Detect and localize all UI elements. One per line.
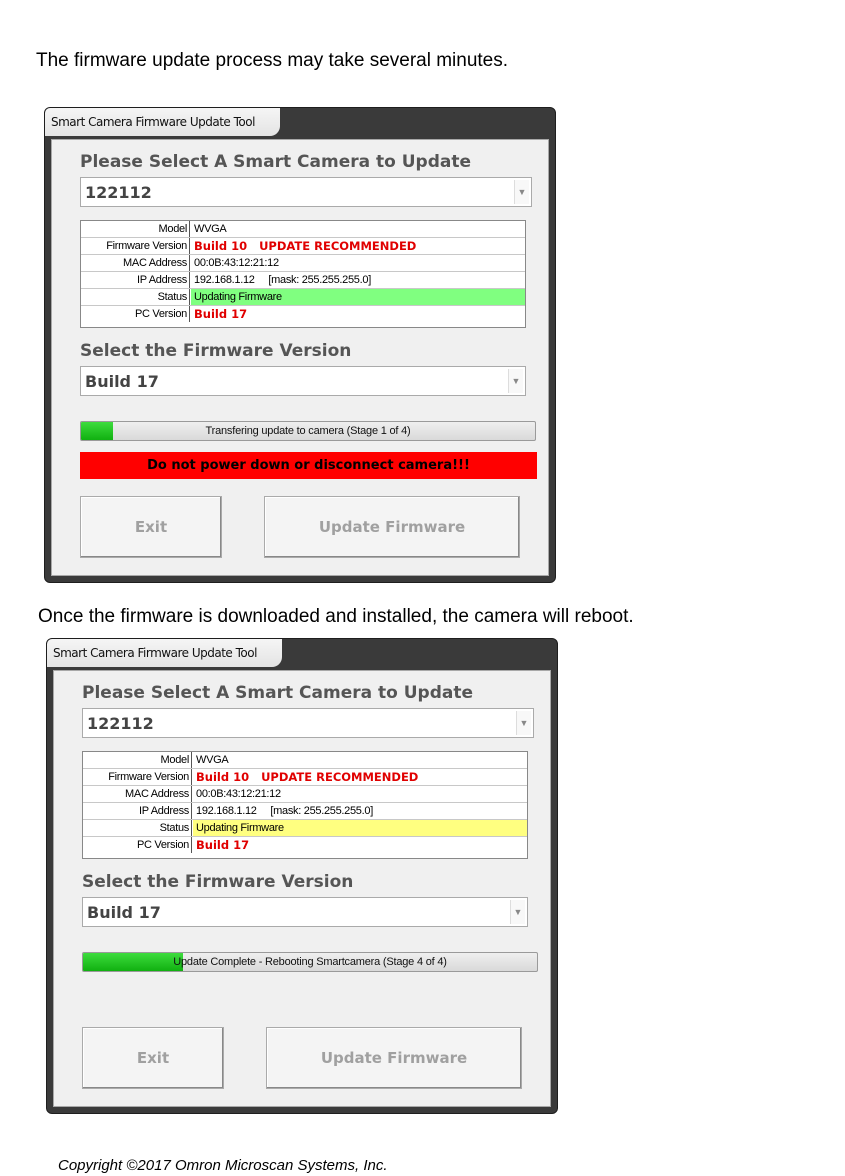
info-row-status [83,820,527,837]
mac-address-label: MAC Address [83,786,192,802]
camera-select-dropdown[interactable] [82,708,534,738]
firmware-version-select-value: Build 17 [85,372,159,391]
info-row-model [81,221,525,238]
firmware-version-heading: Select the Firmware Version [82,872,354,892]
status-label: Status [81,289,190,305]
chevron-down-icon[interactable]: ▼ [510,900,525,924]
camera-select-value: 122112 [85,183,152,202]
firmware-tool-window-1 [44,107,556,583]
model-label: Model [83,752,192,768]
firmware-version-dropdown[interactable] [80,366,526,396]
info-row-pc-version [81,306,525,323]
status-label: Status [83,820,192,836]
firmware-version-value: Build 10 UPDATE RECOMMENDED [196,770,419,784]
firmware-version-label: Firmware Version [83,769,192,785]
progress-label: Update Complete - Rebooting Smartcamera (Stage 4 of 4) [173,956,447,968]
pc-version-label: PC Version [83,837,192,853]
ip-address-label: IP Address [83,803,192,819]
window-client-area [51,139,549,576]
camera-select-heading: Please Select A Smart Camera to Update [80,152,471,172]
info-row-mac [83,786,527,803]
firmware-version-select-value: Build 17 [87,903,161,922]
intro-caption: The firmware update process may take several minutes. [36,50,509,71]
status-value: Updating Firmware [191,289,525,305]
exit-button[interactable]: Exit [82,1027,224,1089]
ip-address-label: IP Address [81,272,190,288]
pc-version-value: Build 17 [194,307,248,321]
exit-button[interactable]: Exit [80,496,222,558]
mac-address-label: MAC Address [81,255,190,271]
firmware-version-dropdown[interactable] [82,897,528,927]
window-title: Smart Camera Firmware Update Tool [51,115,255,129]
firmware-version-label: Firmware Version [81,238,190,254]
chevron-down-icon[interactable]: ▼ [514,180,529,204]
info-row-ip [83,803,527,820]
info-row-model [83,752,527,769]
chevron-down-icon[interactable]: ▼ [516,711,531,735]
info-row-pc-version [83,837,527,854]
camera-select-heading: Please Select A Smart Camera to Update [82,683,473,703]
warning-banner: Do not power down or disconnect camera!!! [80,452,537,479]
info-row-ip [81,272,525,289]
model-value: WVGA [196,754,229,766]
camera-select-dropdown[interactable] [80,177,532,207]
ip-address-value: 192.168.1.12 [mask: 255.255.255.0] [194,274,371,286]
camera-select-value: 122112 [87,714,154,733]
mac-address-value: 00:0B:43:12:21:12 [196,788,281,800]
window-client-area [53,670,551,1107]
update-firmware-button[interactable]: Update Firmware [266,1027,522,1089]
update-progress-bar [80,421,536,441]
model-label: Model [81,221,190,237]
title-bar[interactable] [47,639,282,667]
status-value: Updating Firmware [193,820,527,836]
title-bar[interactable] [45,108,280,136]
model-value: WVGA [194,223,227,235]
camera-info-table [80,220,526,328]
firmware-version-value: Build 10 UPDATE RECOMMENDED [194,239,417,253]
firmware-version-heading: Select the Firmware Version [80,341,352,361]
camera-info-table [82,751,528,859]
firmware-tool-window-2 [46,638,558,1114]
info-row-mac [81,255,525,272]
chevron-down-icon[interactable]: ▼ [508,369,523,393]
ip-address-value: 192.168.1.12 [mask: 255.255.255.0] [196,805,373,817]
update-progress-bar [82,952,538,972]
window-title: Smart Camera Firmware Update Tool [53,646,257,660]
info-row-firmware [81,238,525,255]
after-caption: Once the firmware is downloaded and installed, the camera will reboot. [38,606,634,627]
info-row-status [81,289,525,306]
pc-version-label: PC Version [81,306,190,322]
update-firmware-button[interactable]: Update Firmware [264,496,520,558]
progress-label: Transfering update to camera (Stage 1 of 4) [205,425,411,437]
pc-version-value: Build 17 [196,838,250,852]
copyright-footer: Copyright ©2017 Omron Microscan Systems, Inc. [58,1157,388,1174]
mac-address-value: 00:0B:43:12:21:12 [194,257,279,269]
info-row-firmware [83,769,527,786]
